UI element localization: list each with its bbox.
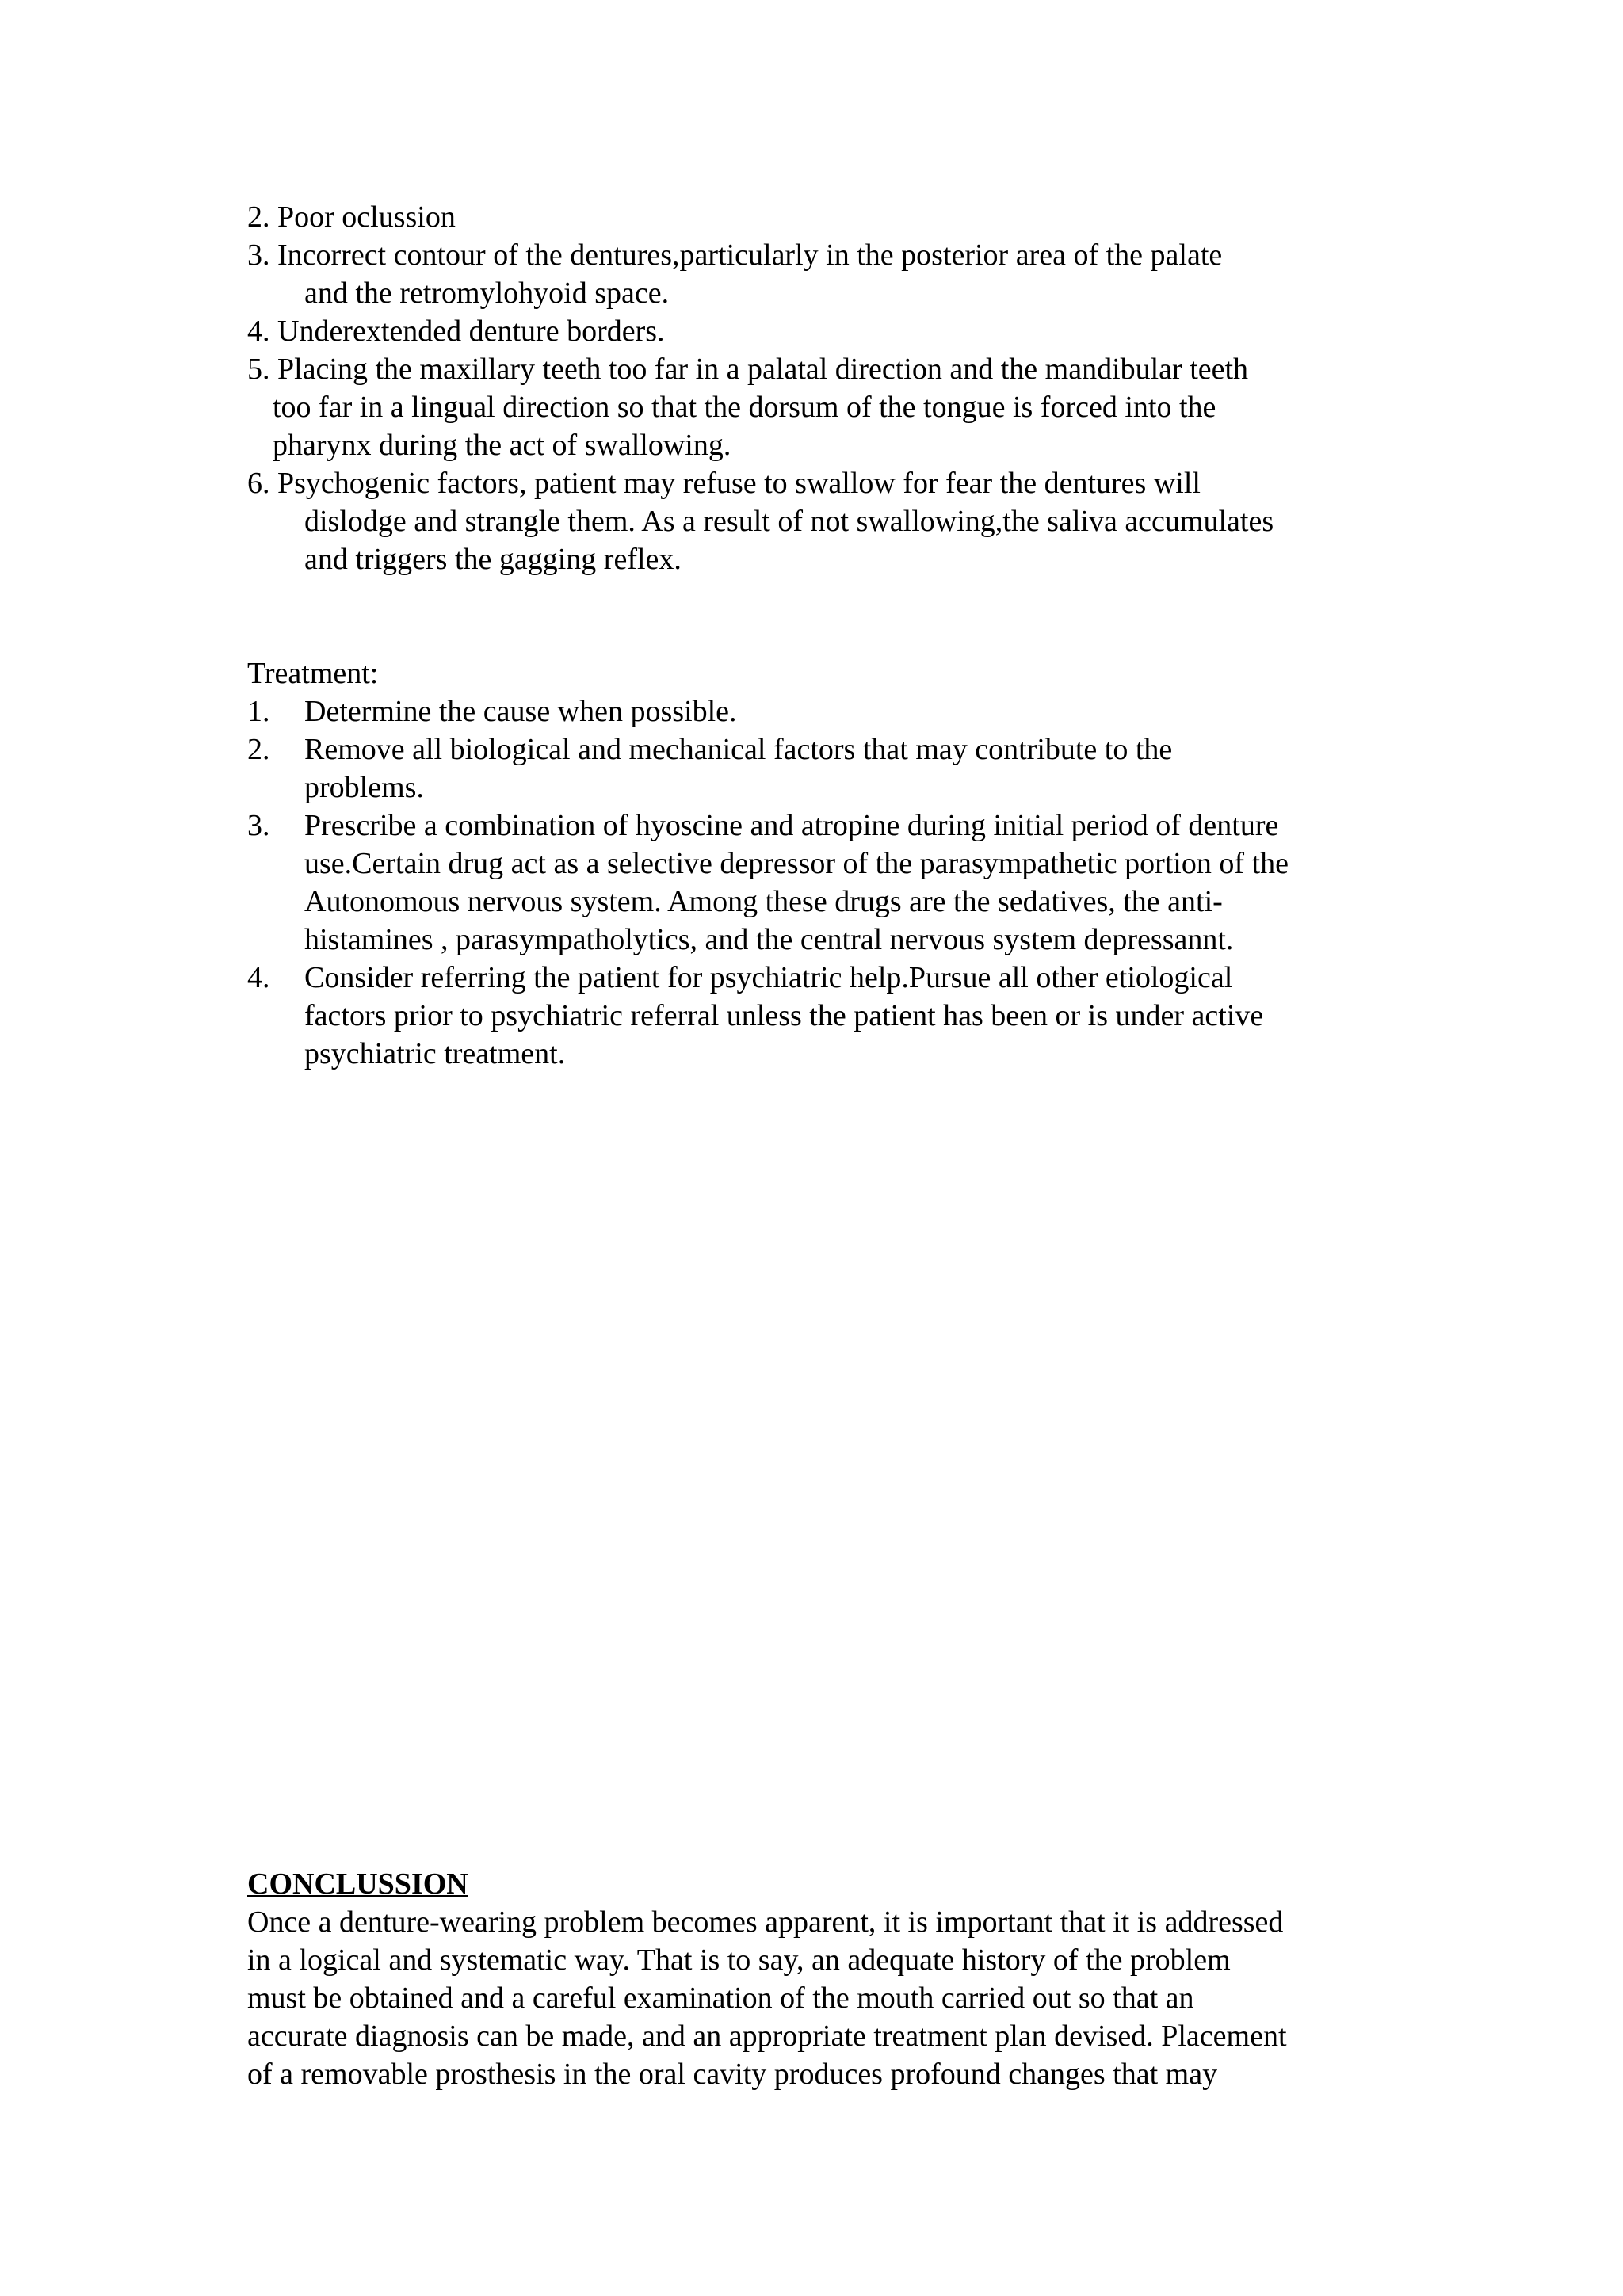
treatment-item-number: 2. — [247, 733, 270, 766]
cause-item-3-continuation: and the retromylohyoid space. — [304, 277, 670, 310]
treatment-item-2: Remove all biological and mechanical factors that may contribute to the — [304, 733, 1173, 766]
conclusion-heading: CONCLUSSION — [247, 1867, 468, 1901]
treatment-item-3-continuation: Autonomous nervous system. Among these drugs are the sedatives, the anti- — [304, 885, 1223, 918]
treatment-item-number: 1. — [247, 695, 270, 728]
treatment-item-2-continuation: problems. — [304, 771, 424, 804]
treatment-heading: Treatment: — [247, 657, 379, 690]
cause-item-6-continuation: dislodge and strangle them. As a result of not swallowing,the saliva accumulates — [304, 505, 1274, 538]
treatment-item-4-continuation: factors prior to psychiatric referral unless the patient has been or is under active — [304, 999, 1264, 1032]
treatment-item-number: 3. — [247, 809, 270, 842]
treatment-item-3: Prescribe a combination of hyoscine and atropine during initial period of denture — [304, 809, 1279, 842]
treatment-item-3-continuation: histamines , parasympatholytics, and the central nervous system depressannt. — [304, 923, 1234, 956]
cause-item-6: 6. Psychogenic factors, patient may refuse to swallow for fear the dentures will — [247, 467, 1201, 500]
cause-item-3: 3. Incorrect contour of the dentures,particularly in the posterior area of the palate — [247, 238, 1223, 272]
treatment-item-4: Consider referring the patient for psychiatric help.Pursue all other etiological — [304, 961, 1233, 994]
treatment-item-4-continuation: psychiatric treatment. — [304, 1037, 566, 1070]
conclusion-paragraph-line: Once a denture-wearing problem becomes apparent, it is important that it is addressed — [247, 1905, 1284, 1939]
conclusion-paragraph-line: accurate diagnosis can be made, and an appropriate treatment plan devised. Placement — [247, 2019, 1287, 2053]
cause-item-5-continuation: too far in a lingual direction so that the dorsum of the tongue is forced into the — [273, 391, 1216, 424]
treatment-item-number: 4. — [247, 961, 270, 994]
conclusion-paragraph-line: of a removable prosthesis in the oral cavity produces profound changes that may — [247, 2058, 1218, 2091]
cause-item-4: 4. Underextended denture borders. — [247, 315, 665, 348]
cause-item-5: 5. Placing the maxillary teeth too far in a palatal direction and the mandibular teeth — [247, 353, 1249, 386]
cause-item-5-continuation: pharynx during the act of swallowing. — [273, 429, 731, 462]
treatment-item-3-continuation: use.Certain drug act as a selective depressor of the parasympathetic portion of the — [304, 847, 1289, 880]
cause-item-2: 2. Poor oclussion — [247, 200, 456, 234]
conclusion-paragraph-line: in a logical and systematic way. That is to say, an adequate history of the problem — [247, 1943, 1231, 1977]
cause-item-6-continuation: and triggers the gagging reflex. — [304, 543, 682, 576]
conclusion-paragraph-line: must be obtained and a careful examination of the mouth carried out so that an — [247, 1981, 1194, 2015]
treatment-item-1: Determine the cause when possible. — [304, 695, 737, 728]
